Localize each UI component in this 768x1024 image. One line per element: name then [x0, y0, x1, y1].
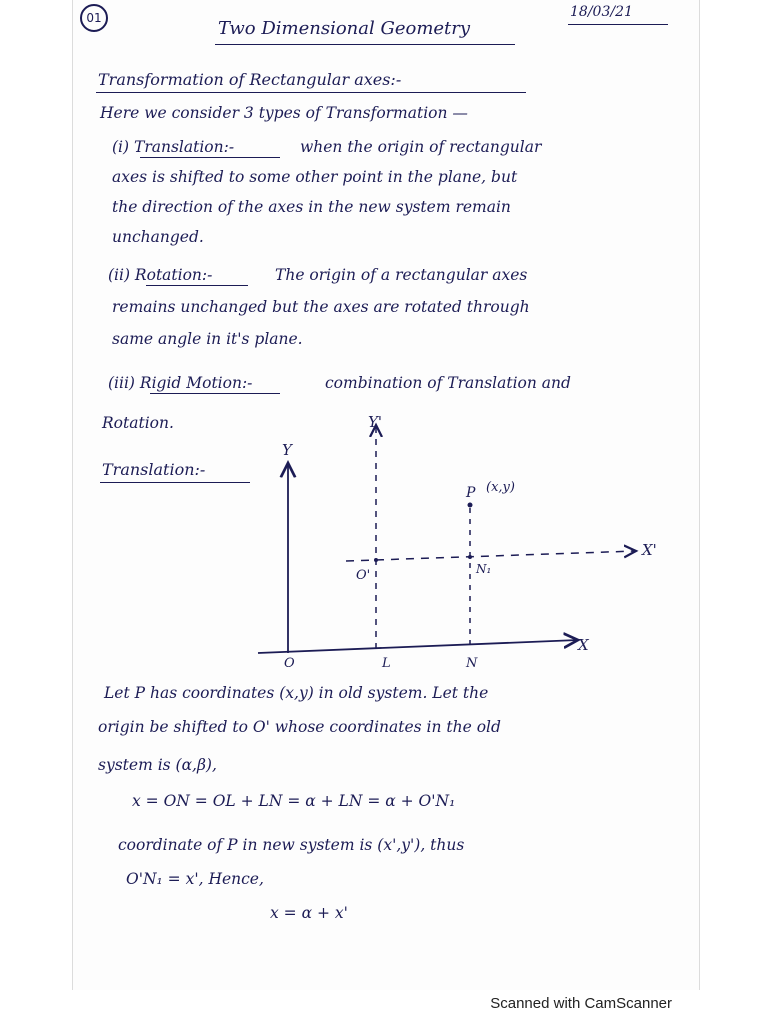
equation-1: x = ON = OL + LN = α + LN = α + O'N₁: [132, 792, 456, 810]
item2-underline: [146, 285, 248, 286]
date-underline: [568, 24, 668, 25]
item1-line-4: unchanged.: [112, 228, 204, 246]
item2-line-2: remains unchanged but the axes are rotated through: [112, 298, 530, 316]
label-P: P: [466, 485, 476, 501]
para2-line-2: O'N₁ = x', Hence,: [126, 870, 264, 888]
item1-underline: [140, 157, 280, 158]
heading-underline: [96, 92, 526, 93]
item1-label: (i) Translation:-: [112, 138, 235, 156]
item3-line-1: combination of Translation and: [325, 374, 571, 392]
para2-line-1: coordinate of P in new system is (x',y'), thus: [118, 836, 465, 854]
label-L: L: [382, 656, 391, 671]
label-origin: O: [284, 656, 295, 671]
para1-line-1: Let P has coordinates (x,y) in old system. Let the: [104, 684, 489, 702]
page-number-badge: 01: [80, 4, 108, 32]
point-N1: [468, 555, 472, 559]
point-O-prime: [374, 558, 378, 562]
label-N1: N₁: [476, 562, 492, 576]
page-date: 18/03/21: [570, 4, 633, 20]
translation-underline: [100, 482, 250, 483]
intro-text: Here we consider 3 types of Transformation —: [100, 104, 468, 122]
item2-line-3: same angle in it's plane.: [112, 330, 303, 348]
label-x: X: [578, 636, 589, 654]
section-heading: Transformation of Rectangular axes:-: [98, 70, 402, 89]
label-x-prime: X': [642, 541, 657, 559]
label-new-origin: O': [356, 568, 371, 583]
para1-line-3: system is (α,β),: [98, 756, 217, 774]
scanner-watermark: Scanned with CamScanner: [490, 995, 672, 1012]
translation-heading: Translation:-: [102, 460, 206, 479]
para1-line-2: origin be shifted to O' whose coordinates in the old: [98, 718, 501, 736]
title-underline: [215, 44, 515, 45]
item2-label: (ii) Rotation:-: [108, 266, 213, 284]
item2-line-1: The origin of a rectangular axes: [275, 266, 528, 284]
item1-line-1: when the origin of rectangular: [300, 138, 542, 156]
x-prime-axis: [346, 551, 636, 561]
item3-underline: [150, 393, 280, 394]
item1-line-3: the direction of the axes in the new system remain: [112, 198, 511, 216]
point-P: [468, 503, 473, 508]
translation-diagram: [240, 405, 660, 675]
label-y-prime: Y': [368, 413, 383, 431]
equation-2: x = α + x': [270, 904, 348, 922]
label-P-coords: (x,y): [486, 480, 515, 495]
x-axis: [258, 640, 578, 653]
label-N: N: [466, 656, 478, 671]
item3-label: (iii) Rigid Motion:-: [108, 374, 253, 392]
page-title: Two Dimensional Geometry: [218, 18, 471, 39]
label-y: Y: [282, 441, 292, 459]
item3-line-2: Rotation.: [102, 414, 174, 432]
item1-line-2: axes is shifted to some other point in the plane, but: [112, 168, 518, 186]
